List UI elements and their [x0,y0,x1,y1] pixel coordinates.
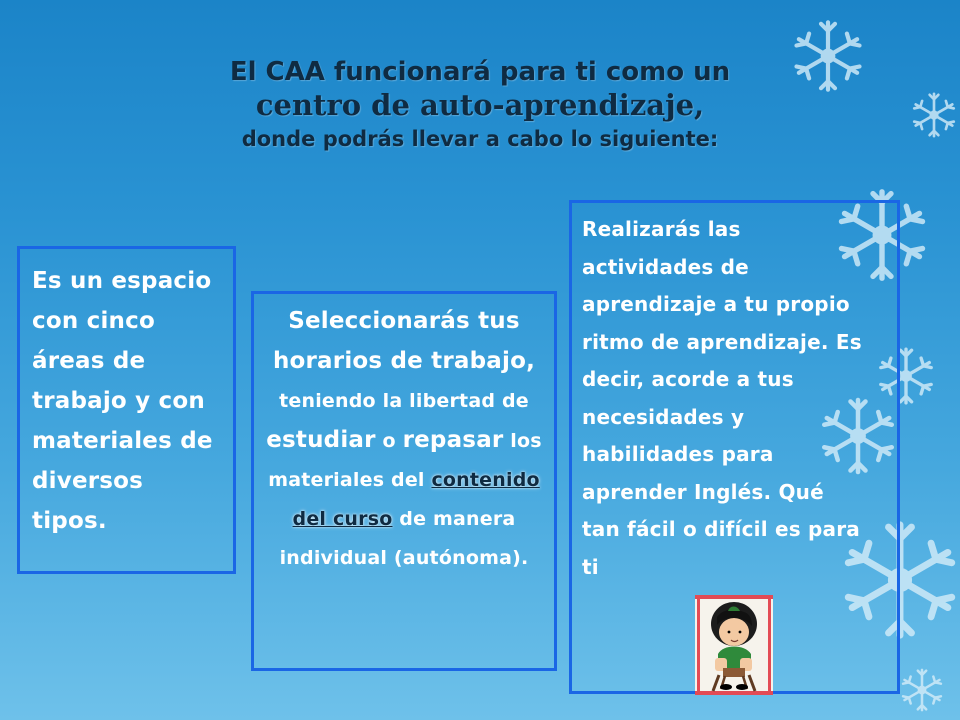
title-line-3: donde podrás llevar a cabo lo siguiente: [241,127,719,151]
schedule-text-4: de manera individual (autónoma). [279,508,529,569]
schedule-text-2: o [375,430,403,452]
schedule-study: estudiar [266,427,376,453]
schedule-review: repasar [402,427,504,453]
course-content-link: contenido del curso [292,469,540,530]
feature-box-pace-text: Realizarás las actividades de aprendizaje a tu propio ritmo de aprendizaje. Es decir, acorde a tus necesidades y habilidades para aprender Inglés. Qué tan fácil o difícil es para ti [582,217,862,579]
mafalda-icon [695,595,773,695]
schedule-text-3: los materiales del [268,430,542,491]
title-line-2: centro de auto-aprendizaje, [255,88,705,122]
slide-title [120,56,840,156]
schedule-heading: Seleccionarás tus horarios de trabajo, [272,308,536,374]
schedule-text-1: teniendo la libertad de [279,390,529,412]
mafalda-image [695,595,773,695]
title-line-1: El CAA funcionará para ti como un [229,57,731,87]
feature-box-schedule [251,291,557,671]
feature-box-space [17,246,236,574]
feature-box-space-text: Es un espacio con cinco áreas de trabajo y con materiales de diversos tipos. [32,268,213,534]
